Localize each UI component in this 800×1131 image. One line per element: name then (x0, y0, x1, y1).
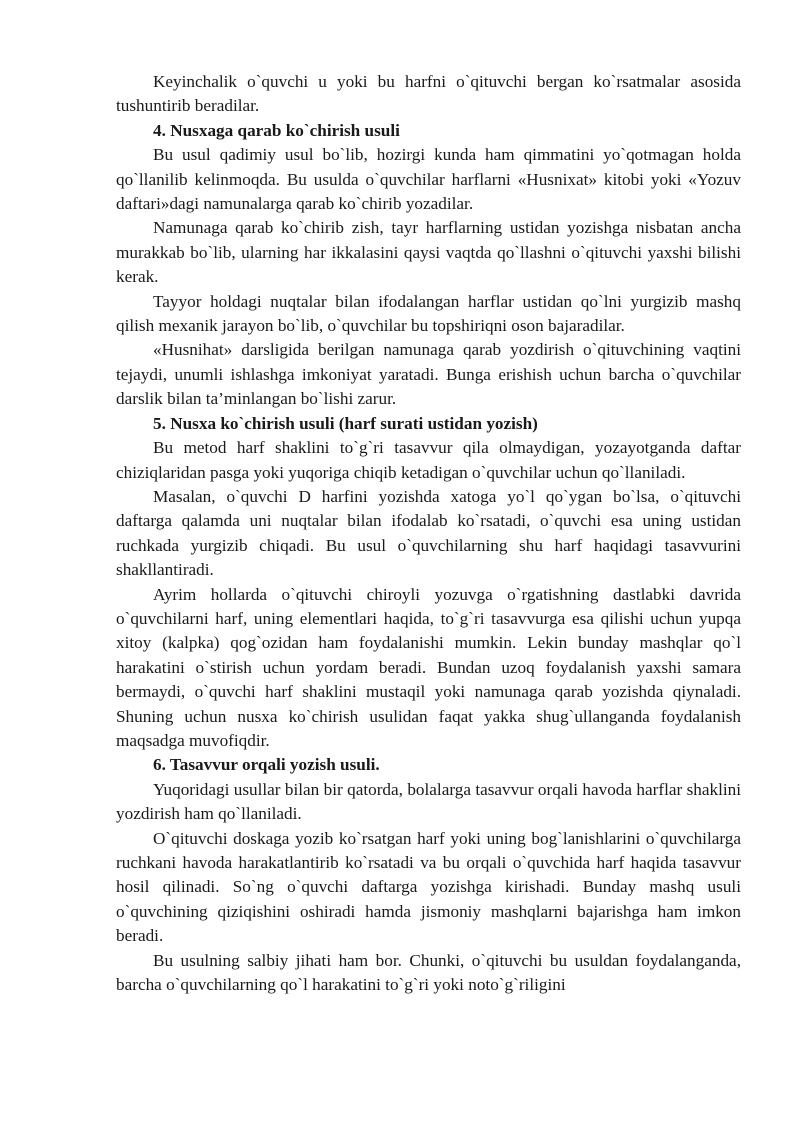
paragraph-4: Tayyor holdagi nuqtalar bilan ifodalangan harflar ustidan qo`lni yurgizib mashq qilish mexanik jarayon bo`lib, o`quvchilar bu topshiriqni oson bajaradilar. (116, 291, 741, 336)
document-page (116, 70, 741, 997)
paragraph-6: Bu metod harf shaklini to`g`ri tasavvur qila olmaydigan, yozayotganda daftar chiziqlaridan pasga yoki yuqoriga chiqib ketadigan o`quvchilar uchun qo`llaniladi. (116, 438, 741, 482)
section-heading-6: 6. Tasavvur orqali yozish usuli. (153, 755, 380, 775)
paragraph-7: Masalan, o`quvchi D harfini yozishda xatoga yo`l qo`ygan bo`lsa, o`qituvchi daftarga qalamda uni nuqtalar bilan ifodalab ko`rsatadi, o`quvchi esa uning ustidan ruchkada yurgizib chiqadi. Bu usul o`quvchilarning shu harf haqidagi tasavvurini shakllantiradi. (116, 486, 741, 580)
paragraph-2: Bu usul qadimiy usul bo`lib, hozirgi kunda ham qimmatini yo`qotmagan holda qo`llanilib kelinmoqda. Bu usulda o`quvchilar harflarni «Husnixat» kitobi yoki «Yozuv daftari»dagi namunalarga qarab ko`chirib yozadilar. (116, 145, 741, 214)
paragraph-3: Namunaga qarab ko`chirib zish, tayr harflarning ustidan yozishga nisbatan ancha murakkab bo`lib, ularning har ikkalasini qaysi vaqtda qo`llashni o`qituvchi yaxshi bilishi kerak. (116, 218, 741, 287)
paragraph-10: O`qituvchi doskaga yozib ko`rsatgan harf yoki uning bog`lanishlarini o`quvchilarga ruchkani havoda harakatlantirib ko`rsatadi va bu orqali o`quvchida harf haqida tasavvur hosil qilinadi. So`ng o`quvchi daftarga yozishga kirishadi. Bunday mashq usuli o`quvchining qiziqishini oshiradi hamda jismoniy mashqlarni bajarishga ham imkon beradi. (116, 828, 741, 946)
paragraph-1: Keyinchalik o`quvchi u yoki bu harfni o`qituvchi bergan ko`rsatmalar asosida tushuntirib beradilar. (116, 72, 741, 116)
section-heading-4: 4. Nusxaga qarab ko`chirish usuli (153, 120, 400, 140)
paragraph-11: Bu usulning salbiy jihati ham bor. Chunki, o`qituvchi bu usuldan foydalanganda, barcha o`quvchilarning qo`l harakatini to`g`ri yoki noto`g`riligini (116, 950, 741, 995)
paragraph-8: Ayrim hollarda o`qituvchi chiroyli yozuvga o`rgatishning dastlabki davrida o`quvchilarni harf, uning elementlari haqida, to`g`ri tasavvurga esa qilishi uchun yupqa xitoy (kalpka) qog`ozidan ham foydalanishi mumkin. Lekin bunday mashqlar qo`l harakatini o`stirish uchun yordam beradi. Bundan uzoq foydalanish yaxshi samara bermaydi, o`quvchi harf shaklini mustaqil yoki namunaga qarab yozishda qiynaladi. Shuning uchun nusxa ko`chirish usulidan faqat yakka shug`ullanganda foydalanish maqsadga muvofiqdir. (116, 584, 741, 750)
section-heading-5: 5. Nusxa ko`chirish usuli (harf surati ustidan yozish) (153, 413, 538, 433)
paragraph-9: Yuqoridagi usullar bilan bir qatorda, bolalarga tasavvur orqali havoda harflar shaklini yozdirish ham qo`llaniladi. (116, 779, 741, 824)
paragraph-5: «Husnihat» darsligida berilgan namunaga qarab yozdirish o`qituvchining vaqtini tejaydi, unumli ishlashga imkoniyat yaratadi. Bunga erishish uchun barcha o`quvchilar darslik bilan ta’minlangan bo`lishi zarur. (116, 340, 741, 409)
